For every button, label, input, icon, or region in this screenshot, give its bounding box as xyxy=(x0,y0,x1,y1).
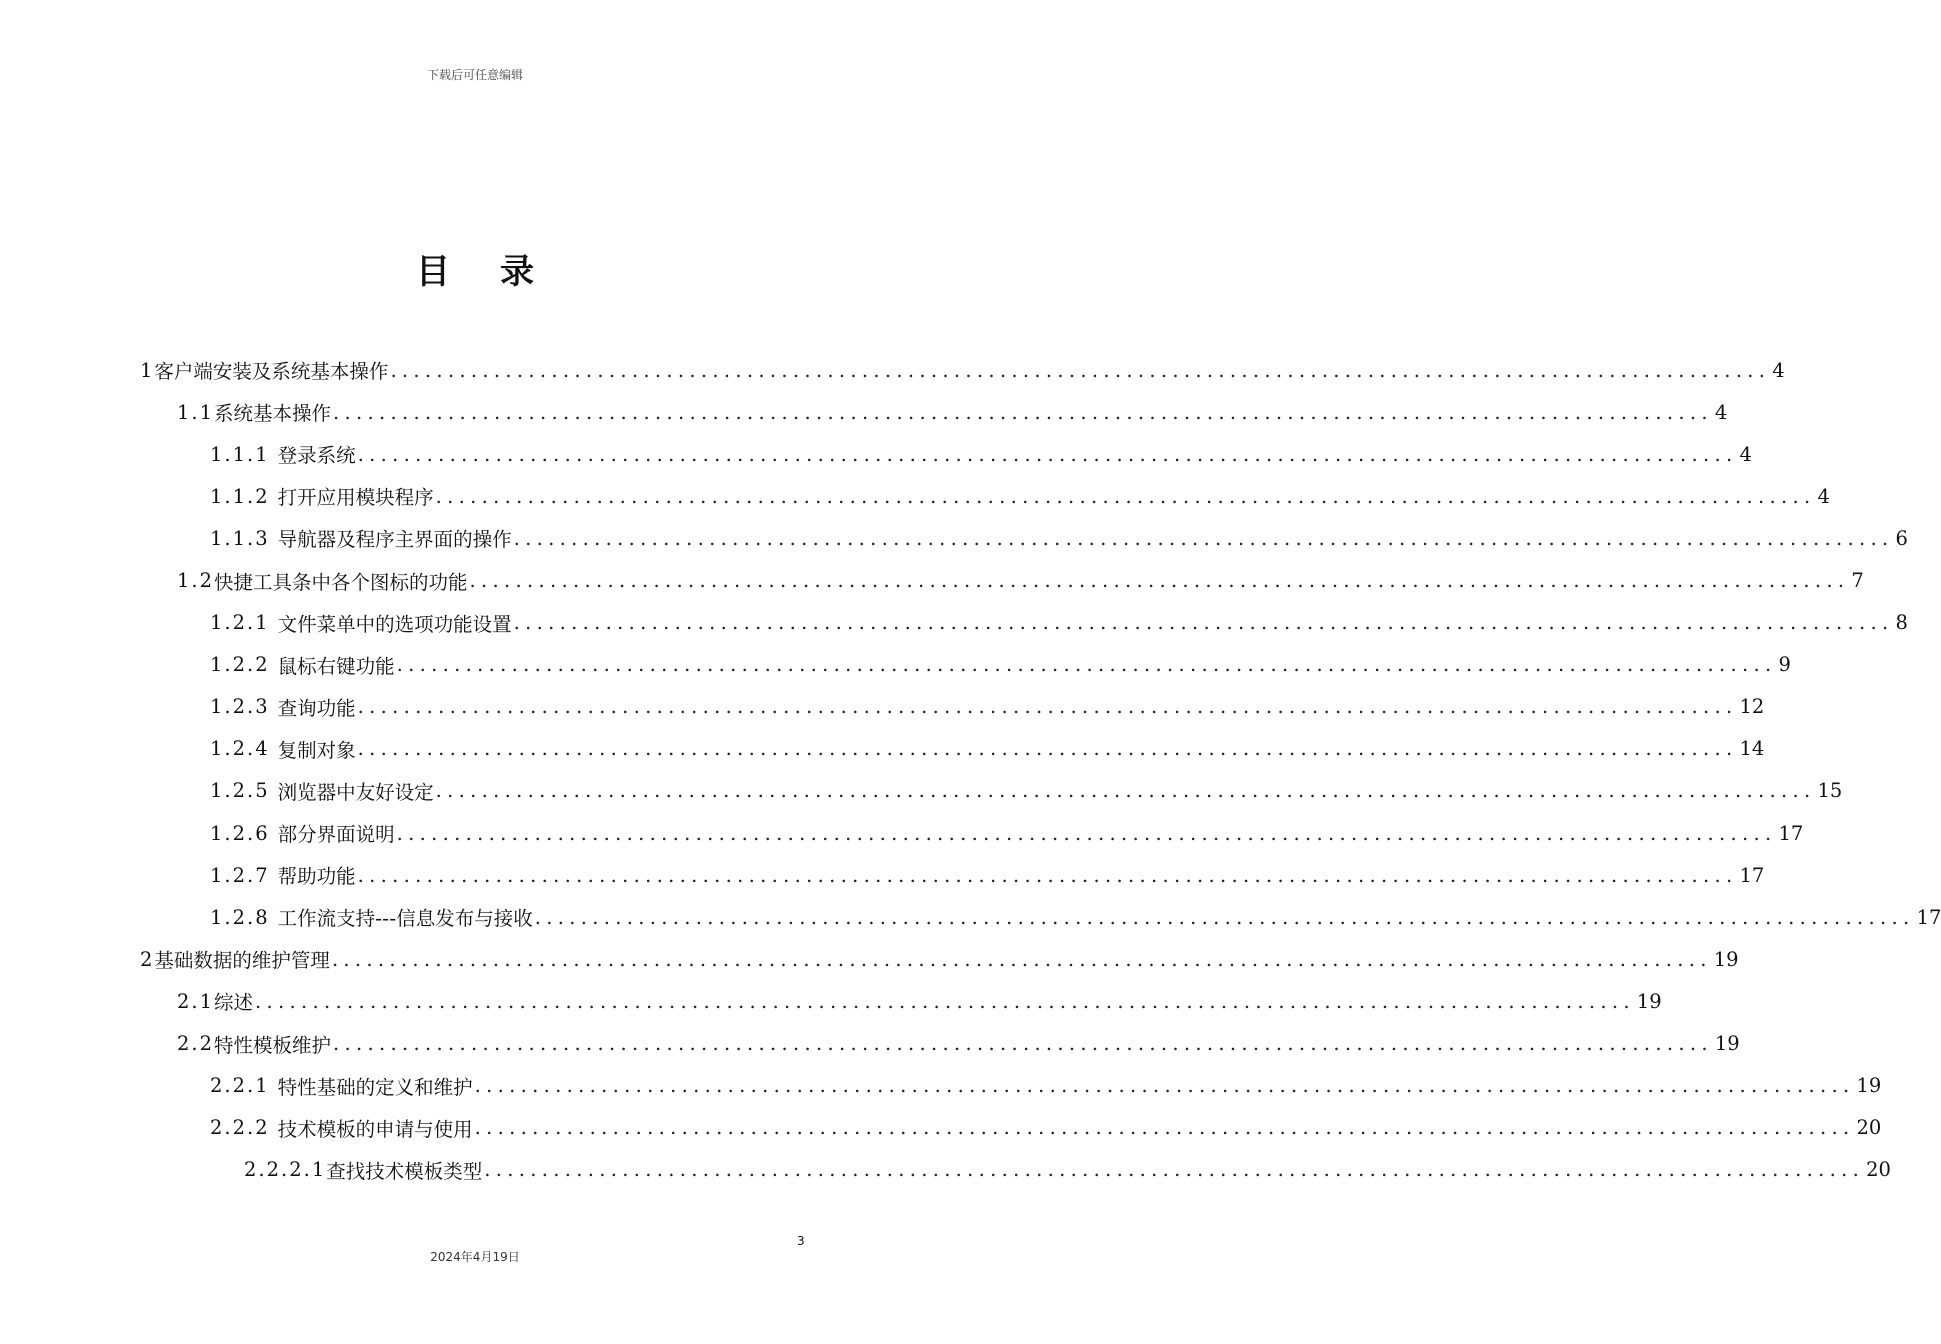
toc-leader-dots: ........................................................................................................................ xyxy=(396,653,1777,677)
toc-entry[interactable] xyxy=(140,602,1908,644)
toc-leader-dots: ........................................................................................................................ xyxy=(255,989,1635,1013)
toc-entry[interactable] xyxy=(140,517,1908,559)
toc-entry-page: 15 xyxy=(1817,779,1843,803)
toc-entry-number: 1.2.4 xyxy=(210,737,270,761)
toc-entry-title: 客户端安装及系统基本操作 xyxy=(154,360,389,384)
toc-leader-dots: ........................................................................................................................ xyxy=(513,611,1894,635)
toc-entry-number: 2 xyxy=(140,947,155,971)
toc-leader-dots: ........................................................................................................................ xyxy=(331,947,1712,971)
toc-entry-title: 技术模板的申请与使用 xyxy=(277,1117,473,1141)
toc-entry[interactable] xyxy=(140,686,1765,728)
toc-entry-page: 6 xyxy=(1895,526,1908,550)
toc-entry-number: 1.2.1 xyxy=(210,611,270,635)
toc-entry-number: 2.2.2.1 xyxy=(244,1158,327,1182)
toc-entry-title: 特性基础的定义和维护 xyxy=(277,1075,473,1099)
toc-entry[interactable] xyxy=(140,391,1728,433)
page-number: 3 xyxy=(797,1234,805,1248)
toc-leader-dots: ........................................................................................................................ xyxy=(333,1032,1713,1056)
toc-entry[interactable] xyxy=(140,770,1843,812)
toc-entry-page: 9 xyxy=(1778,653,1791,677)
toc-entry-page: 7 xyxy=(1851,569,1864,593)
toc-entry-page: 12 xyxy=(1739,695,1765,719)
toc-entry-title: 综述 xyxy=(214,991,254,1015)
toc-entry-number: 2.1 xyxy=(177,989,215,1013)
toc-entry-number: 1.2.3 xyxy=(210,695,270,719)
toc-entry-title: 查找技术模板类型 xyxy=(326,1159,483,1183)
toc-entry-page: 4 xyxy=(1714,400,1728,424)
toc-entry-page: 8 xyxy=(1895,611,1908,635)
toc-entry-title: 工作流支持---信息发布与接收 xyxy=(277,907,533,931)
toc-entry-page: 20 xyxy=(1866,1158,1891,1182)
toc-entry[interactable] xyxy=(140,1023,1740,1065)
toc-entry-page: 19 xyxy=(1856,1074,1882,1098)
toc-entry-page: 17 xyxy=(1916,905,1941,929)
toc-entry-number: 2.2 xyxy=(177,1032,215,1056)
toc-leader-dots: ........................................................................................................................ xyxy=(396,821,1777,845)
toc-entry[interactable] xyxy=(140,938,1739,980)
toc-entry-number: 1.2 xyxy=(177,569,215,593)
toc-entry[interactable] xyxy=(140,644,1791,686)
toc-entry-number: 1.1.1 xyxy=(210,442,270,466)
toc-entry-title: 查询功能 xyxy=(277,696,356,720)
toc-leader-dots: ........................................................................................................................ xyxy=(484,1158,1865,1182)
toc-entry-number: 1.2.7 xyxy=(210,863,270,887)
table-of-contents xyxy=(140,349,1941,1191)
page-footer-date: 2024年4月19日 xyxy=(430,1250,520,1264)
toc-entry-page: 20 xyxy=(1856,1116,1882,1140)
toc-leader-dots: ........................................................................................................................ xyxy=(333,400,1713,424)
toc-entry[interactable] xyxy=(140,854,1765,896)
toc-entry-number: 1.1.2 xyxy=(210,484,270,508)
toc-entry-page: 19 xyxy=(1714,1032,1740,1056)
toc-entry-number: 2.2.1 xyxy=(210,1074,270,1098)
toc-leader-dots: ........................................................................................................................ xyxy=(357,863,1738,887)
toc-leader-dots: ........................................................................................................................ xyxy=(435,779,1816,803)
toc-leader-dots: ........................................................................................................................ xyxy=(435,484,1816,508)
toc-entry[interactable] xyxy=(140,728,1765,770)
toc-leader-dots: ........................................................................................................................ xyxy=(534,905,1915,929)
toc-entry-number: 1 xyxy=(140,358,155,382)
toc-entry[interactable] xyxy=(140,896,1941,938)
toc-entry-number: 1.2.6 xyxy=(210,821,270,845)
toc-entry[interactable] xyxy=(140,559,1864,601)
page-header: 下载后可任意编辑 xyxy=(426,68,523,82)
toc-entry[interactable] xyxy=(140,1149,1891,1191)
toc-entry-number: 1.1.3 xyxy=(210,526,270,550)
toc-entry[interactable] xyxy=(140,475,1830,517)
toc-leader-dots: ........................................................................................................................ xyxy=(474,1116,1855,1140)
toc-entry[interactable] xyxy=(140,980,1662,1022)
toc-entry[interactable] xyxy=(140,1065,1882,1107)
toc-entry-title: 系统基本操作 xyxy=(214,402,332,426)
toc-entry-title: 鼠标右键功能 xyxy=(277,654,395,678)
toc-leader-dots: ........................................................................................................................ xyxy=(357,442,1738,466)
toc-entry-page: 17 xyxy=(1778,821,1804,845)
toc-entry-number: 1.2.8 xyxy=(210,905,270,929)
toc-entry-page: 17 xyxy=(1739,863,1765,887)
toc-entry-number: 1.1 xyxy=(177,400,215,424)
toc-entry-title: 复制对象 xyxy=(277,738,356,762)
toc-entry-page: 14 xyxy=(1739,737,1765,761)
toc-entry-title: 导航器及程序主界面的操作 xyxy=(277,528,512,552)
toc-entry[interactable] xyxy=(140,349,1785,391)
toc-entry-title: 特性模板维护 xyxy=(214,1033,332,1057)
toc-entry-page: 4 xyxy=(1817,484,1830,508)
toc-leader-dots: ........................................................................................................................ xyxy=(469,569,1850,593)
page-title: 目录 xyxy=(416,252,584,292)
toc-leader-dots: ........................................................................................................................ xyxy=(357,695,1738,719)
toc-entry-title: 文件菜单中的选项功能设置 xyxy=(277,612,512,636)
toc-entry-page: 19 xyxy=(1713,947,1739,971)
toc-entry-title: 浏览器中友好设定 xyxy=(277,780,434,804)
toc-leader-dots: ........................................................................................................................ xyxy=(513,526,1894,550)
toc-leader-dots: ........................................................................................................................ xyxy=(390,358,1771,382)
toc-entry-number: 2.2.2 xyxy=(210,1116,270,1140)
toc-entry-title: 打开应用模块程序 xyxy=(277,486,434,510)
toc-entry-title: 部分界面说明 xyxy=(277,823,395,847)
toc-entry-page: 19 xyxy=(1636,989,1662,1013)
toc-entry-title: 基础数据的维护管理 xyxy=(154,949,330,973)
toc-entry-title: 登录系统 xyxy=(277,444,356,468)
toc-entry[interactable] xyxy=(140,1107,1882,1149)
toc-entry-number: 1.2.2 xyxy=(210,653,270,677)
toc-leader-dots: ........................................................................................................................ xyxy=(357,737,1738,761)
toc-leader-dots: ........................................................................................................................ xyxy=(474,1074,1855,1098)
toc-entry-title: 快捷工具条中各个图标的功能 xyxy=(214,570,468,594)
toc-entry-page: 4 xyxy=(1772,358,1785,382)
toc-entry-number: 1.2.5 xyxy=(210,779,270,803)
toc-entry-title: 帮助功能 xyxy=(277,865,356,889)
toc-entry[interactable] xyxy=(140,812,1804,854)
toc-entry-page: 4 xyxy=(1739,442,1752,466)
toc-entry[interactable] xyxy=(140,433,1752,475)
